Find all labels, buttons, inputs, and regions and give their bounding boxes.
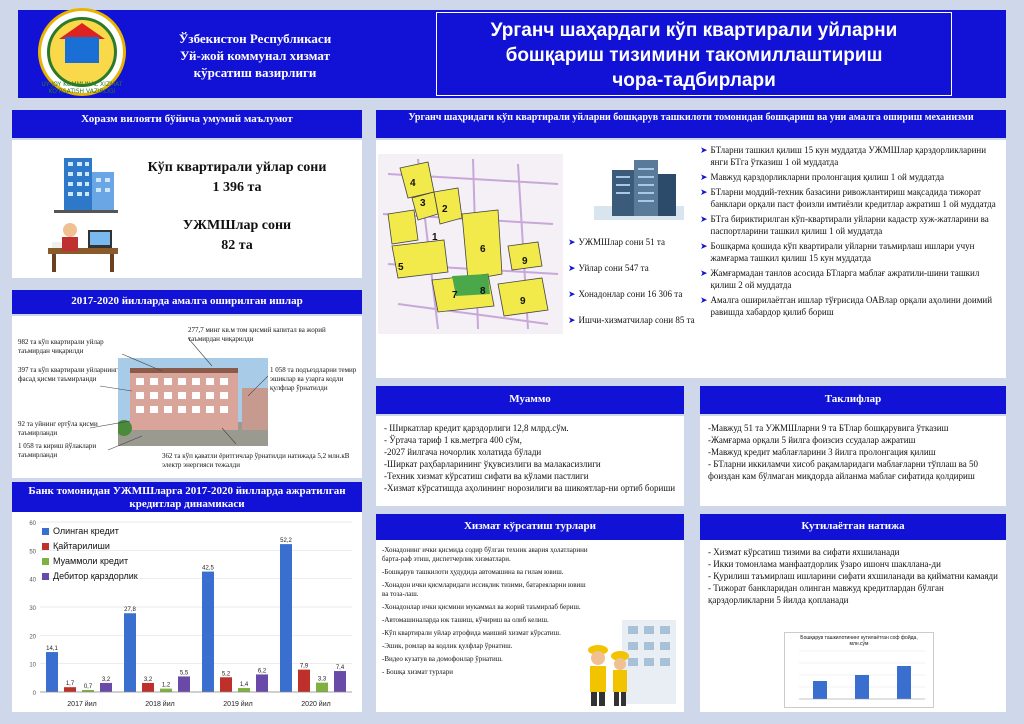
- bar-value-label: 3,3: [317, 676, 327, 683]
- building-icon: [50, 152, 120, 214]
- y-tick-label: 60: [29, 521, 36, 527]
- problem-item: - Ширкатлар кредит қарздорлиги 12,8 млрд.сўм.: [384, 423, 569, 433]
- problem-title: Муаммо: [376, 386, 684, 414]
- bar-value-label: 27,8: [124, 607, 136, 614]
- general-info-title: Хоразм вилояти бўйича умумий маълумот: [12, 110, 362, 138]
- works-panel: [12, 316, 362, 478]
- y-tick-label: 50: [29, 549, 36, 556]
- x-tick-label: 2019 йил: [223, 701, 253, 708]
- legend-item: [42, 541, 182, 551]
- bar: [813, 681, 827, 699]
- bar: [897, 666, 911, 699]
- problem-item: -Техник хизмат кўрсатиш сифати ва кўлами пастлиги: [384, 471, 589, 481]
- result-panel: [700, 540, 1006, 712]
- works-annotation: 92 та уйнинг ертўла қисми таъмирланди: [18, 420, 98, 437]
- legend-item: [42, 571, 182, 581]
- result-item: - Икки томонлама манфаатдорлик ўзаро ишонч шакллана-ди: [708, 559, 941, 569]
- bar: [124, 613, 136, 692]
- works-annotation: 277,7 минг кв.м том қисмий капитал ва жорий таъмирдан чиқарилди: [188, 326, 326, 343]
- bar: [238, 688, 250, 692]
- action-item: ➤ Мавжуд қарздорликларни пролонгация қилиш 1 ой муддатда: [700, 172, 945, 182]
- service-item: -Хонадонлар ички қисмини мукаммал ва жорий таъмирлаб бериш.: [382, 603, 581, 611]
- ministry-line: кўрсатиш вазирлиги: [193, 65, 317, 80]
- bar-value-label: 7,4: [335, 665, 345, 672]
- service-item: -Видео кузатув ва домофонлар ўрнатиш.: [382, 655, 503, 663]
- buildings-illustration: [594, 156, 684, 220]
- problem-item: -Ширкат раҳбарларининг ўқувсизлиги ва малакасизлиги: [384, 459, 601, 469]
- stat-text: УЖМШлар сони 51 та: [578, 237, 665, 247]
- y-tick-label: 0: [32, 691, 36, 697]
- action-item: ➤ БТларни моддий-техник базасини ривожлантириш мақсадида тижорат банклари орқали паст фоизли имтиёзли кредитлар ажратиш 1 ой муддатда: [700, 186, 1002, 210]
- map-zone-number: 9: [520, 296, 526, 307]
- map-zone-number: 6: [480, 244, 486, 255]
- profit-chart-title: Бошқарув ташкилотининг кутилаётган соф фойда, млн.сўм: [800, 635, 918, 647]
- y-tick-label: 40: [29, 577, 36, 584]
- ujmsh-count-label: УЖМШлар сони: [182, 218, 292, 233]
- action-item: ➤ Бошқарма қошида кўп квартирали уйларни таъмирлаш ишлари учун жамғарма ташкил қилиш 15 кун муддатда: [700, 240, 1002, 264]
- chart-legend: [42, 526, 182, 586]
- mechanism-title: Урганч шаҳридаги кўп квартирали уйларни бошқарув ташкилоти томонидан бошқариш ва уни амалга ошириш механизми: [376, 110, 1006, 138]
- bar-value-label: 7,9: [299, 663, 309, 670]
- office-worker-icon: [42, 218, 124, 274]
- x-tick-label: 2018 йил: [145, 701, 175, 708]
- bar-value-label: 14,1: [46, 646, 58, 653]
- stat-item: ➤ Уйлар сони 547 та: [568, 263, 649, 273]
- problem-item: - Ўртача тариф 1 кв.метрга 400 сўм,: [384, 435, 522, 445]
- bar: [280, 544, 292, 692]
- stat-item: ➤ Хонадонлар сони 16 306 та: [568, 289, 683, 299]
- map-zone-number: 7: [452, 290, 458, 301]
- y-tick-label: 20: [29, 634, 36, 641]
- mechanism-stats: [568, 236, 696, 329]
- bar-value-label: 5,5: [179, 670, 189, 677]
- proposal-item: -Мавжуд 51 та УЖМШларни 9 та БТлар бошқарувига ўтказиш: [708, 423, 949, 433]
- bar: [46, 652, 58, 692]
- bar-value-label: 52,2: [280, 538, 292, 545]
- x-tick-label: 2020 йил: [301, 701, 331, 708]
- bar-value-label: 1,7: [65, 681, 75, 688]
- title-line: бошқариш тизимини такомиллаштириш: [505, 45, 883, 66]
- map-zone-number: 4: [410, 178, 416, 189]
- bar: [142, 683, 154, 692]
- mechanism-panel: [376, 140, 1006, 378]
- action-text: Мавжуд қарздорликларни пролонгация қилиш 1 ой муддатда: [710, 172, 945, 182]
- legend-label: Олинган кредит: [53, 526, 119, 536]
- bar: [220, 677, 232, 692]
- ministry-line: Уй-жой коммунал хизмат: [180, 48, 330, 63]
- service-item: -Эшик, ромлар ва кодлик қулфлар ўрнатиш.: [382, 642, 513, 650]
- bar: [334, 671, 346, 692]
- works-annotation: 362 та кўп қаватли ёритгичлар ўрнатилди натижада 5,2 млн.кВ электр энергияси тежалди: [162, 452, 350, 469]
- bar: [64, 687, 76, 692]
- works-annotation: 1 058 та подъездларни темир эшиклар ва узарга кодли қулфлар ўрнатилди: [270, 366, 357, 392]
- service-item: - Бошқа хизмат турлари: [382, 668, 453, 676]
- mechanism-actions: [700, 144, 1002, 321]
- map-zone-number: 9: [522, 256, 528, 267]
- bar: [256, 674, 268, 692]
- city-map: [378, 154, 563, 334]
- stat-item: ➤ Ишчи-хизматчилар сони 85 та: [568, 315, 695, 325]
- result-item: - Тижорат банкларидан олинган мавжуд кредитлардан бўлган қарздорликларни 5 йилда қопланади: [708, 583, 944, 605]
- service-item: -Кўп квартирали уйлар атрофида маиший хизмат кўрсатиш.: [382, 629, 561, 637]
- map-zone-number: 3: [420, 198, 426, 209]
- bar: [298, 670, 310, 692]
- bar-value-label: 42,5: [202, 565, 214, 572]
- bar: [160, 689, 172, 692]
- result-item: - Хизмат кўрсатиш тизими ва сифати яхшиланади: [708, 547, 900, 557]
- profit-chart: [785, 647, 933, 707]
- map-zone-number: 8: [480, 286, 486, 297]
- ministry-logo: [38, 8, 126, 96]
- service-item: -Хонадонинг ички қисмида содир бўлган техник авария ҳолатларини барта-раф этиш, диспетчерлик хизматлари.: [382, 546, 588, 563]
- x-tick-label: 2017 йил: [67, 701, 97, 708]
- action-item: ➤ БТларни ташкил қилиш 15 кун муддатда УЖМШлар қарздорликларини янги БТга ўтказиш 1 ой муддатда: [700, 144, 1002, 168]
- map-zone-number: 5: [398, 262, 404, 273]
- problem-item: -2027 йилгача ночорлик холатида бўлади: [384, 447, 542, 457]
- engineers-illustration: [582, 610, 678, 708]
- stat-text: Ишчи-хизматчилар сони 85 та: [578, 315, 695, 325]
- bar: [316, 683, 328, 692]
- title-line: Урганч шаҳардаги кўп квартирали уйларни: [490, 20, 898, 41]
- houses-count-label: Кўп квартирали уйлар сони: [147, 160, 327, 175]
- ujmsh-count-value: 82 та: [221, 238, 253, 253]
- bar: [202, 572, 214, 692]
- works-annotation: 982 та кўп квартирали уйлар таъмирдан чиқарилди: [18, 338, 104, 355]
- problem-panel: [376, 416, 684, 506]
- bar-value-label: 6,2: [257, 668, 267, 675]
- bar-value-label: 3,2: [101, 676, 111, 683]
- stat-text: Хонадонлар сони 16 306 та: [578, 289, 683, 299]
- service-item: -Хонадон ички қисмларидаги иссиқлик тизими, батареяларни ювиш ва тоза-лаш.: [382, 581, 586, 598]
- action-text: БТга бириктирилган кўп-квартирали уйларни кадастр хуж-жатларини ва паспортларини ташкил қилиш 1 ой муддатда: [710, 214, 989, 236]
- proposal-item: -Мавжуд кредит маблағларини 3 йилга пролонгация қилиш: [708, 447, 936, 457]
- bar-value-label: 3,2: [143, 676, 153, 683]
- proposal-panel: [700, 416, 1006, 506]
- bar-value-label: 1,2: [161, 682, 171, 689]
- services-panel: [376, 540, 684, 712]
- bar-value-label: 5,2: [221, 671, 231, 678]
- works-annotation: 397 та кўп квартирали уйларнинг фасад қисми таъмирланди: [18, 366, 118, 383]
- result-item: - Қурилиш таъмирлаш ишларини сифати яхшиланади ва қийматни камаяди: [708, 571, 998, 581]
- action-text: БТларни ташкил қилиш 15 кун муддатда УЖМШлар қарздорликларини янги БТга ўтказиш 1 ой муддатда: [710, 145, 987, 167]
- map-zone-number: 1: [432, 232, 438, 243]
- stat-text: Уйлар сони 547 та: [578, 263, 649, 273]
- general-info-panel: [12, 140, 362, 278]
- legend-label: Муаммоли кредит: [53, 556, 129, 566]
- works-annotation: 1 058 та кириш йўлаклари таъмирланди: [18, 442, 97, 459]
- bank-title: Банк томонидан УЖМШларга 2017-2020 йилларда ажратилган кредитлар динамикаси: [12, 482, 362, 512]
- y-tick-label: 30: [29, 606, 36, 612]
- action-text: БТларни моддий-техник базасини ривожлантириш мақсадида тижорат банклари орқали паст фоизли имтиёзли кредитлар ажратиш 1 ой муддатда: [710, 187, 996, 209]
- ministry-name: [150, 30, 360, 81]
- bar: [855, 675, 869, 699]
- action-text: Амалга оширилаётган ишлар тўғрисида ОАВлар орқали аҳолини доимий равишда хабардор қилиб бориш: [710, 295, 993, 317]
- bar-value-label: 0,7: [83, 684, 93, 691]
- bar-value-label: 1,4: [239, 682, 249, 689]
- profit-chart-frame: [784, 632, 934, 708]
- action-item: ➤ Жамғармадан танлов асосида БТларга маблағ ажратили-шини ташкил қилиш 2 ой муддатда: [700, 267, 1002, 291]
- action-text: Бошқарма қошида кўп квартирали уйларни таъмирлаш ишлари учун жамғарма ташкил қилиш 15 кун муддатда: [710, 241, 975, 263]
- logo-text: UY-JOY KOMMUNAL XIZMAT KO'RSATISH VAZIRLIGI: [41, 81, 123, 95]
- action-item: ➤ Амалга оширилаётган ишлар тўғрисида ОАВлар орқали аҳолини доимий равишда хабардор қилиб бориш: [700, 294, 1002, 318]
- legend-item: [42, 556, 182, 566]
- proposal-item: - БТларни иккиламчи хисоб рақамларидаги маблағларни тўплаш ва 50 фоиздан кам бўлмаган миқдорда айланма маблағ сифатида қолдириш: [708, 459, 979, 481]
- services-list: [382, 546, 592, 677]
- proposal-title: Таклифлар: [700, 386, 1006, 414]
- houses-count-value: 1 396 та: [212, 180, 262, 195]
- legend-item: [42, 526, 182, 536]
- bar: [100, 683, 112, 692]
- map-zone-number: 2: [442, 204, 448, 215]
- services-title: Хизмат кўрсатиш турлари: [376, 514, 684, 540]
- legend-label: Дебитор қарздорлик: [53, 571, 138, 581]
- bar: [178, 676, 190, 692]
- legend-label: Қайтарилиши: [53, 541, 110, 551]
- action-item: ➤ БТга бириктирилган кўп-квартирали уйларни кадастр хуж-жатларини ва паспортларини ташкил қилиш 1 ой муддатда: [700, 213, 1002, 237]
- service-item: -Автомашиналарда юк ташиш, кўчириш ва олиб келиш.: [382, 616, 549, 624]
- proposal-item: -Жамғарма орқали 5 йилга фоизсиз ссудалар ажратиш: [708, 435, 916, 445]
- works-title: 2017-2020 йилларда амалга оширилган ишлар: [12, 290, 362, 314]
- ministry-line: Ўзбекистон Республикаси: [178, 31, 332, 46]
- result-title: Кутилаётган натижа: [700, 514, 1006, 540]
- poster-title: [440, 18, 948, 93]
- action-text: Жамғармадан танлов асосида БТларга маблағ ажратили-шини ташкил қилиш 2 ой муддатда: [710, 268, 980, 290]
- bank-chart-panel: [12, 512, 362, 712]
- title-line: чора-тадбирлари: [612, 70, 776, 91]
- y-tick-label: 10: [29, 662, 36, 669]
- stat-item: ➤ УЖМШлар сони 51 та: [568, 237, 665, 247]
- service-item: -Бошқарув ташкилоти ҳудудида автомашина ва гилам ювиш.: [382, 568, 564, 576]
- problem-item: -Хизмат кўрсатишда аҳолининг норозилиги ва шикоятлар-ни ортиб бориши: [384, 483, 676, 493]
